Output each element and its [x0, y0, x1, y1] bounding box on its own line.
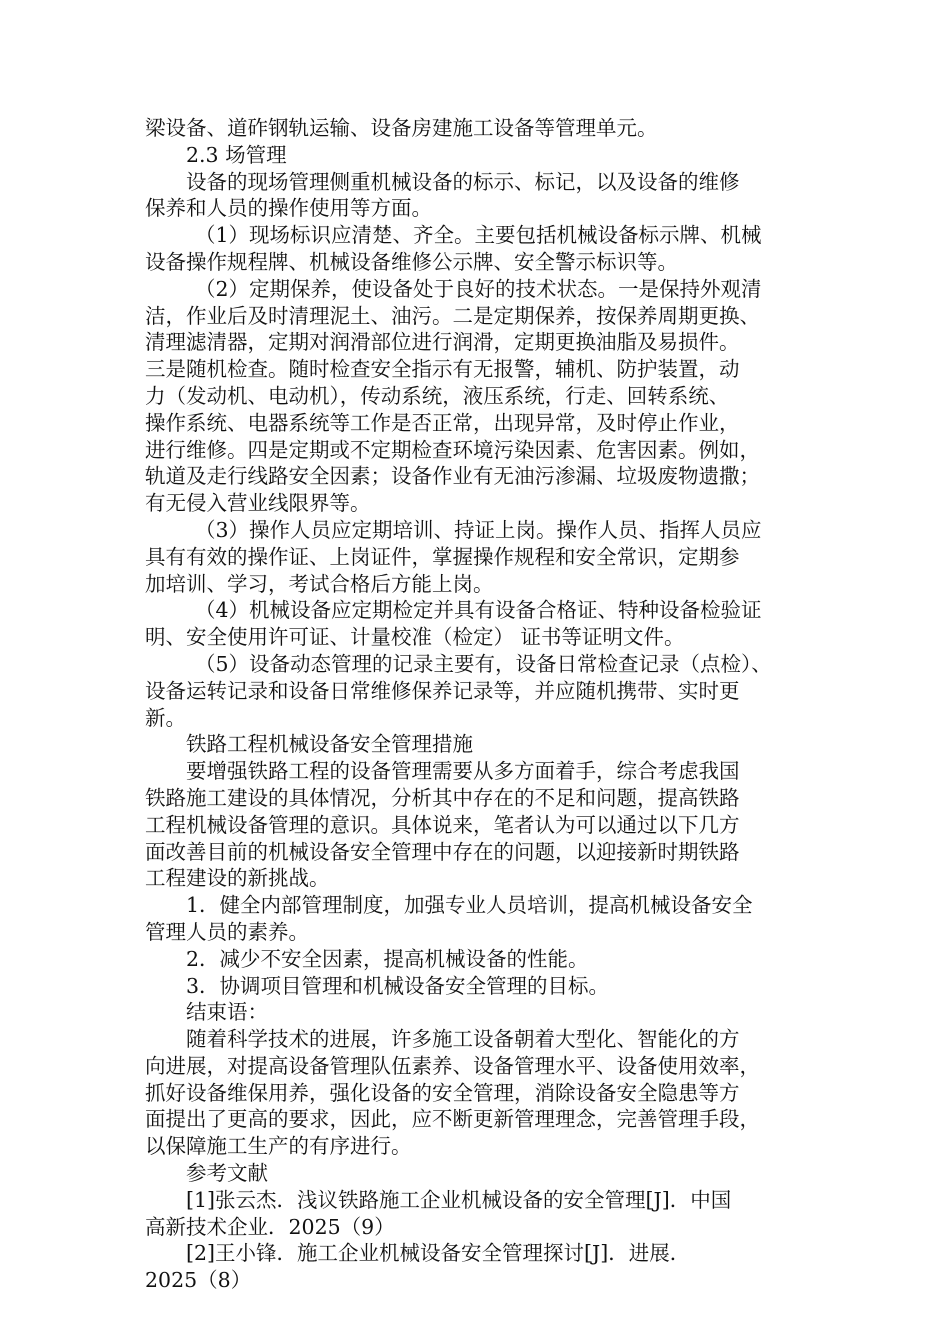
text-line: 工程建设的新挑战。 — [145, 866, 330, 891]
text-line: 轨道及走行线路安全因素；设备作业有无油污渗漏、垃圾废物遗撒； — [145, 464, 760, 489]
text-line: （4）机械设备应定期检定并具有设备合格证、特种设备检验证 — [195, 598, 762, 623]
text-line: 梁设备、道砟钢轨运输、设备房建施工设备等管理单元。 — [145, 116, 658, 140]
text-line: 1．健全内部管理制度，加强专业人员培训，提高机械设备安全 — [186, 893, 753, 918]
text-line: 具有有效的操作证、上岗证件，掌握操作规程和安全常识，定期参 — [145, 544, 740, 569]
text-line: 清理滤清器，定期对润滑部位进行润滑，定期更换油脂及易损件。 — [145, 330, 740, 355]
text-line: 以保障施工生产的有序进行。 — [145, 1134, 412, 1159]
text-line: 进行维修。四是定期或不定期检查环境污染因素、危害因素。例如， — [145, 437, 760, 462]
text-line: 新。 — [145, 705, 186, 730]
text-line: 设备运转记录和设备日常维修保养记录等，并应随机携带、实时更 — [145, 678, 740, 703]
text-line: 三是随机检查。随时检查安全指示有无报警，辅机、防护装置，动 — [145, 357, 740, 382]
text-line: （2）定期保养，使设备处于良好的技术状态。一是保持外观清 — [195, 276, 762, 301]
text-line: 有无侵入营业线限界等。 — [145, 491, 371, 516]
text-line: 面改善目前的机械设备安全管理中存在的问题，以迎接新时期铁路 — [145, 839, 740, 864]
text-line: 加培训、学习，考试合格后方能上岗。 — [145, 571, 494, 596]
text-line: 3．协调项目管理和机械设备安全管理的目标。 — [186, 973, 610, 998]
text-line: 明、安全使用许可证、计量校准（检定） 证书等证明文件。 — [145, 625, 685, 650]
text-line: 高新技术企业．2025（9） — [145, 1214, 395, 1239]
text-line: [1]张云杰．浅议铁路施工企业机械设备的安全管理[J]．中国 — [186, 1187, 732, 1212]
text-line: 抓好设备维保用养，强化设备的安全管理，消除设备安全隐患等方 — [145, 1080, 740, 1105]
text-line: 向进展，对提高设备管理队伍素养、设备管理水平、设备使用效率， — [145, 1053, 760, 1078]
text-line: （3）操作人员应定期培训、持证上岗。操作人员、指挥人员应 — [195, 517, 762, 542]
text-line: （5）设备动态管理的记录主要有，设备日常检查记录（点检）、 — [195, 651, 772, 676]
text-line: 2．减少不安全因素，提高机械设备的性能。 — [186, 946, 589, 971]
text-line: 设备操作规程牌、机械设备维修公示牌、安全警示标识等。 — [145, 249, 678, 274]
text-line: 铁路施工建设的具体情况，分析其中存在的不足和问题，提高铁路 — [145, 785, 740, 810]
text-line: 面提出了更高的要求，因此，应不断更新管理理念，完善管理手段， — [145, 1107, 760, 1132]
text-line: 参考文献 — [186, 1161, 268, 1186]
text-line: （1）现场标识应清楚、齐全。主要包括机械设备标示牌、机械 — [195, 223, 762, 248]
text-line: 工程机械设备管理的意识。具体说来，笔者认为可以通过以下几方 — [145, 812, 740, 837]
text-line: 保养和人员的操作使用等方面。 — [145, 196, 432, 221]
text-line: 管理人员的素养。 — [145, 919, 309, 944]
document-body — [145, 115, 825, 1294]
text-line: 2.3 场管理 — [186, 142, 287, 167]
text-line: 铁路工程机械设备安全管理措施 — [186, 732, 473, 757]
text-line: 要增强铁路工程的设备管理需要从多方面着手，综合考虑我国 — [186, 759, 740, 784]
text-line: [2]王小锋．施工企业机械设备安全管理探讨[J]．进展． — [186, 1241, 691, 1266]
text-line: 随着科学技术的进展，许多施工设备朝着大型化、智能化的方 — [186, 1027, 740, 1052]
text-line: 2025（8） — [145, 1268, 252, 1293]
text-line: 洁，作业后及时清理泥土、油污。二是定期保养，按保养周期更换、 — [145, 303, 760, 328]
text-line: 设备的现场管理侧重机械设备的标示、标记，以及设备的维修 — [186, 169, 740, 194]
text-line: 操作系统、电器系统等工作是否正常，出现异常，及时停止作业， — [145, 410, 740, 435]
text-line: 结束语： — [186, 1000, 268, 1025]
text-line: 力（发动机、电动机），传动系统，液压系统，行走、回转系统、 — [145, 383, 730, 408]
